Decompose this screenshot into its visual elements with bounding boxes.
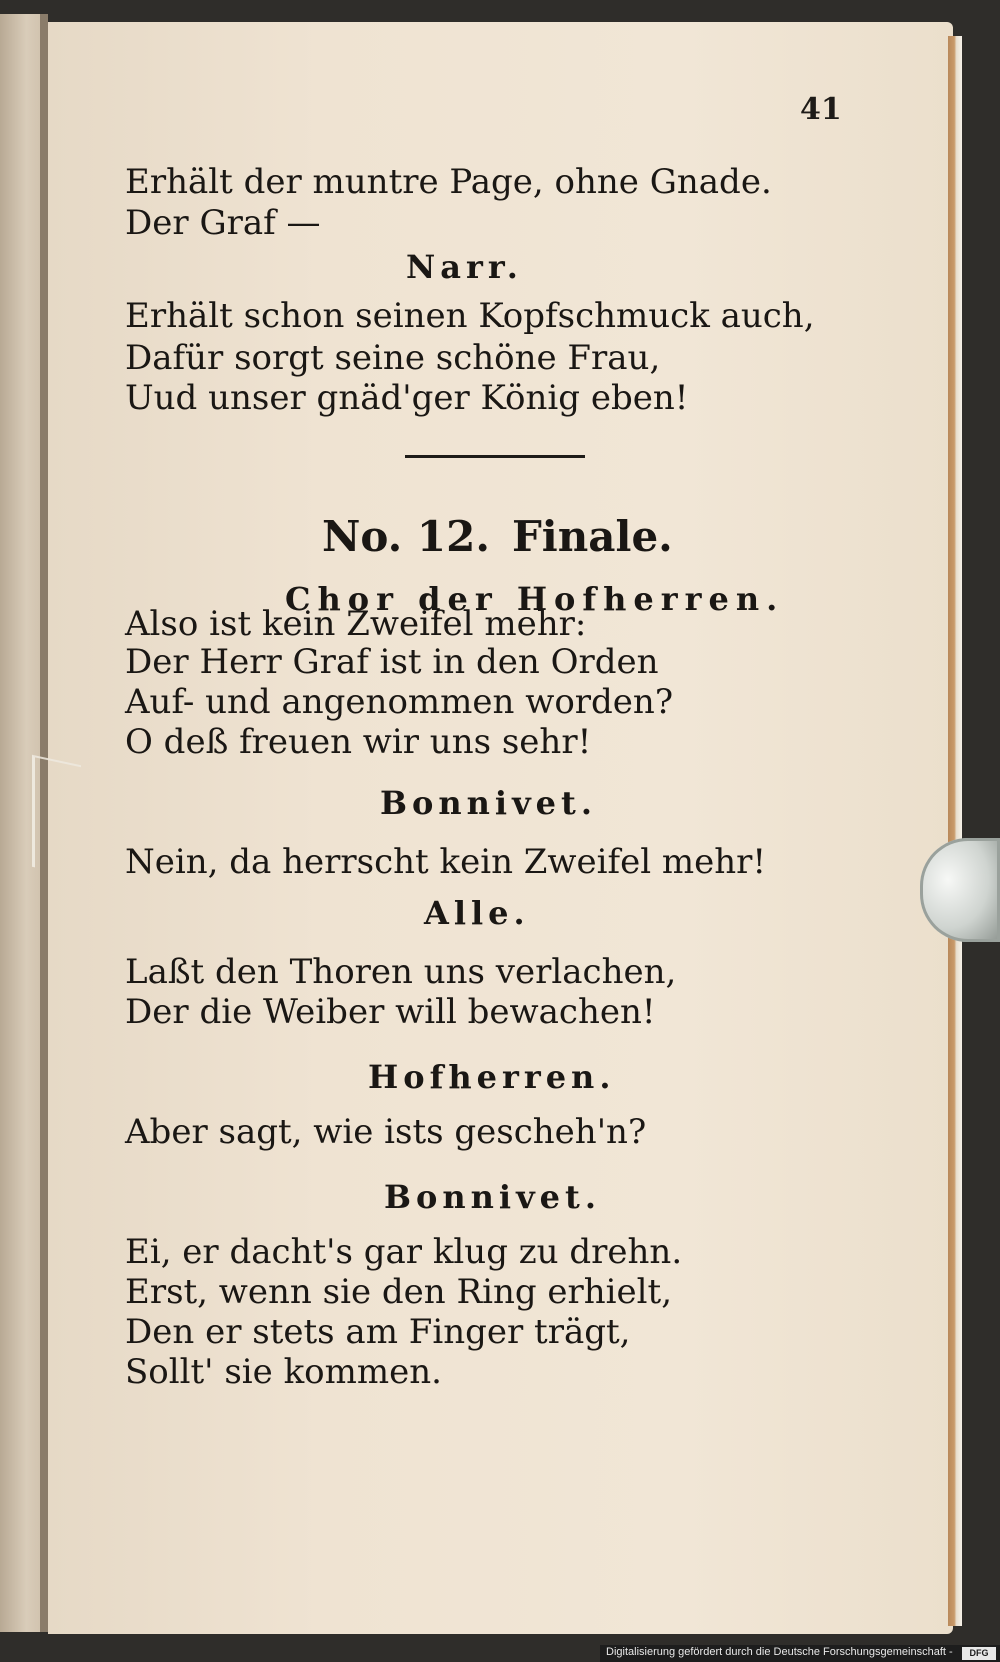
page-number: 41 xyxy=(800,92,842,127)
speaker-name: Alle. xyxy=(424,894,530,932)
verse-line: Erst, wenn sie den Ring erhielt, xyxy=(125,1272,673,1312)
page-fore-edge xyxy=(948,36,962,1626)
verse-line: Erhält schon seinen Kopfschmuck auch, xyxy=(125,296,815,336)
section-number: No. 12. xyxy=(322,512,490,561)
verse-line: Aber sagt, wie ists gescheh'n? xyxy=(125,1112,647,1152)
speaker-name: Bonnivet. xyxy=(380,784,597,822)
section-divider xyxy=(405,455,585,458)
verse-line: Uud unser gnäd'ger König eben! xyxy=(125,378,689,418)
section-heading xyxy=(322,512,673,561)
verse-line: Der die Weiber will bewachen! xyxy=(125,992,656,1032)
binding-thread xyxy=(32,755,81,877)
verse-line: Also ist kein Zweifel mehr: xyxy=(125,604,587,644)
section-subtitle: Chor der Hofherren. xyxy=(285,580,785,618)
verse-line: Auf- und angenommen worden? xyxy=(125,682,674,722)
dfg-logo: DFG xyxy=(962,1647,996,1660)
verse-line: Erhält der muntre Page, ohne Gnade. xyxy=(125,162,772,202)
verse-line: Der Herr Graf ist in den Orden xyxy=(125,642,659,682)
verse-line: Laßt den Thoren uns verlachen, xyxy=(125,952,677,992)
verse-line: Der Graf — xyxy=(125,203,321,243)
speaker-name: Hofherren. xyxy=(368,1058,616,1096)
page-clip xyxy=(920,838,1000,942)
verse-line: Ei, er dacht's gar klug zu drehn. xyxy=(125,1232,683,1272)
footer-credit: Digitalisierung gefördert durch die Deutsche Forschungsgemeinschaft - xyxy=(606,1646,953,1658)
verse-line: Nein, da herrscht kein Zweifel mehr! xyxy=(125,842,767,882)
verse-line: Sollt' sie kommen. xyxy=(125,1352,442,1392)
speaker-name: Bonnivet. xyxy=(384,1178,601,1216)
speaker-name: Narr. xyxy=(406,248,523,286)
verse-line: O deß freuen wir uns sehr! xyxy=(125,722,592,762)
verse-line: Den er stets am Finger trägt, xyxy=(125,1312,631,1352)
verse-line: Dafür sorgt seine schöne Frau, xyxy=(125,338,661,378)
section-title: Finale. xyxy=(511,512,673,561)
